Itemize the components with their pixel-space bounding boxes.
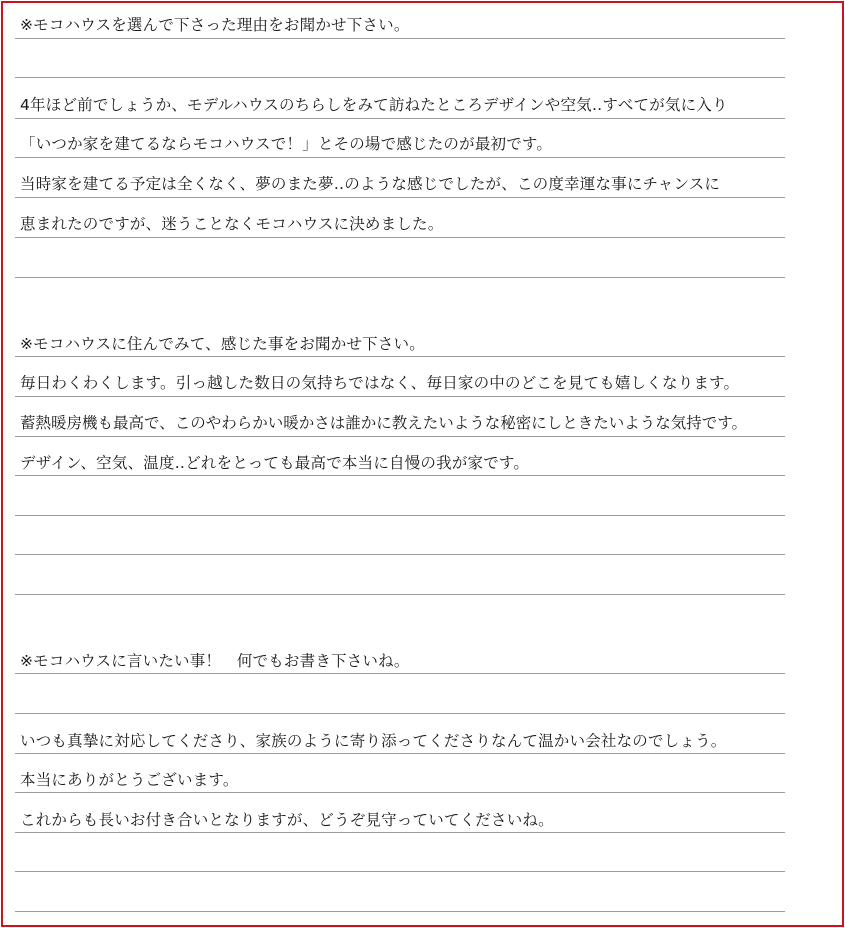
ruled-line xyxy=(15,673,785,674)
ruled-line xyxy=(15,77,785,78)
ruled-line xyxy=(15,832,785,833)
answer-line: いつも真摯に対応してくださり、家族のように寄り添ってくださりなんて温かい会社なのでしょう。 xyxy=(20,732,727,750)
ruled-line xyxy=(15,436,785,437)
answer-line: これからも長いお付き合いとなりますが、どうぞ見守っていてくださいね。 xyxy=(20,811,554,829)
answer-line: 恵まれたのですが、迷うことなくモコハウスに決めました。 xyxy=(20,215,444,233)
answer-line: 4年ほど前でしょうか、モデルハウスのちらしをみて訪ねたところデザインや空気‥すべてが気に入り xyxy=(20,96,728,114)
ruled-line xyxy=(15,38,785,39)
ruled-line xyxy=(15,792,785,793)
ruled-line xyxy=(15,515,785,516)
ruled-line xyxy=(15,871,785,872)
ruled-line xyxy=(15,753,785,754)
ruled-line xyxy=(15,157,785,158)
question-message: ※モコハウスに言いたい事！ 何でもお書き下さいね。 xyxy=(20,652,410,670)
ruled-line xyxy=(15,356,785,357)
question-impressions: ※モコハウスに住んでみて、感じた事をお聞かせ下さい。 xyxy=(20,335,425,353)
ruled-line xyxy=(15,713,785,714)
ruled-line xyxy=(15,475,785,476)
ruled-line xyxy=(15,911,785,912)
question-reason: ※モコハウスを選んで下さった理由をお聞かせ下さい。 xyxy=(20,16,410,34)
answer-line: 本当にありがとうございます。 xyxy=(20,771,239,789)
answer-line: 「いつか家を建てるならモコハウスで！」とその場で感じたのが最初です。 xyxy=(20,135,553,153)
ruled-line xyxy=(15,118,785,119)
ruled-line xyxy=(15,554,785,555)
ruled-line xyxy=(15,237,785,238)
ruled-line xyxy=(15,594,785,595)
answer-line: 当時家を建てる予定は全くなく、夢のまた夢‥のような感じでしたが、この度幸運な事にチャンスに xyxy=(20,175,721,193)
ruled-line xyxy=(15,277,785,278)
answer-line: デザイン、空気、温度‥どれをとっても最高で本当に自慢の我が家です。 xyxy=(20,454,530,472)
answer-line: 毎日わくわくします。引っ越した数日の気持ちではなく、毎日家の中のどこを見ても嬉しくなります。 xyxy=(20,374,740,392)
answer-line: 蓄熱暖房機も最高で、このやわらかい暖かさは誰かに教えたいような秘密にしときたいような気持です。 xyxy=(20,414,747,432)
ruled-line xyxy=(15,396,785,397)
ruled-line xyxy=(15,197,785,198)
